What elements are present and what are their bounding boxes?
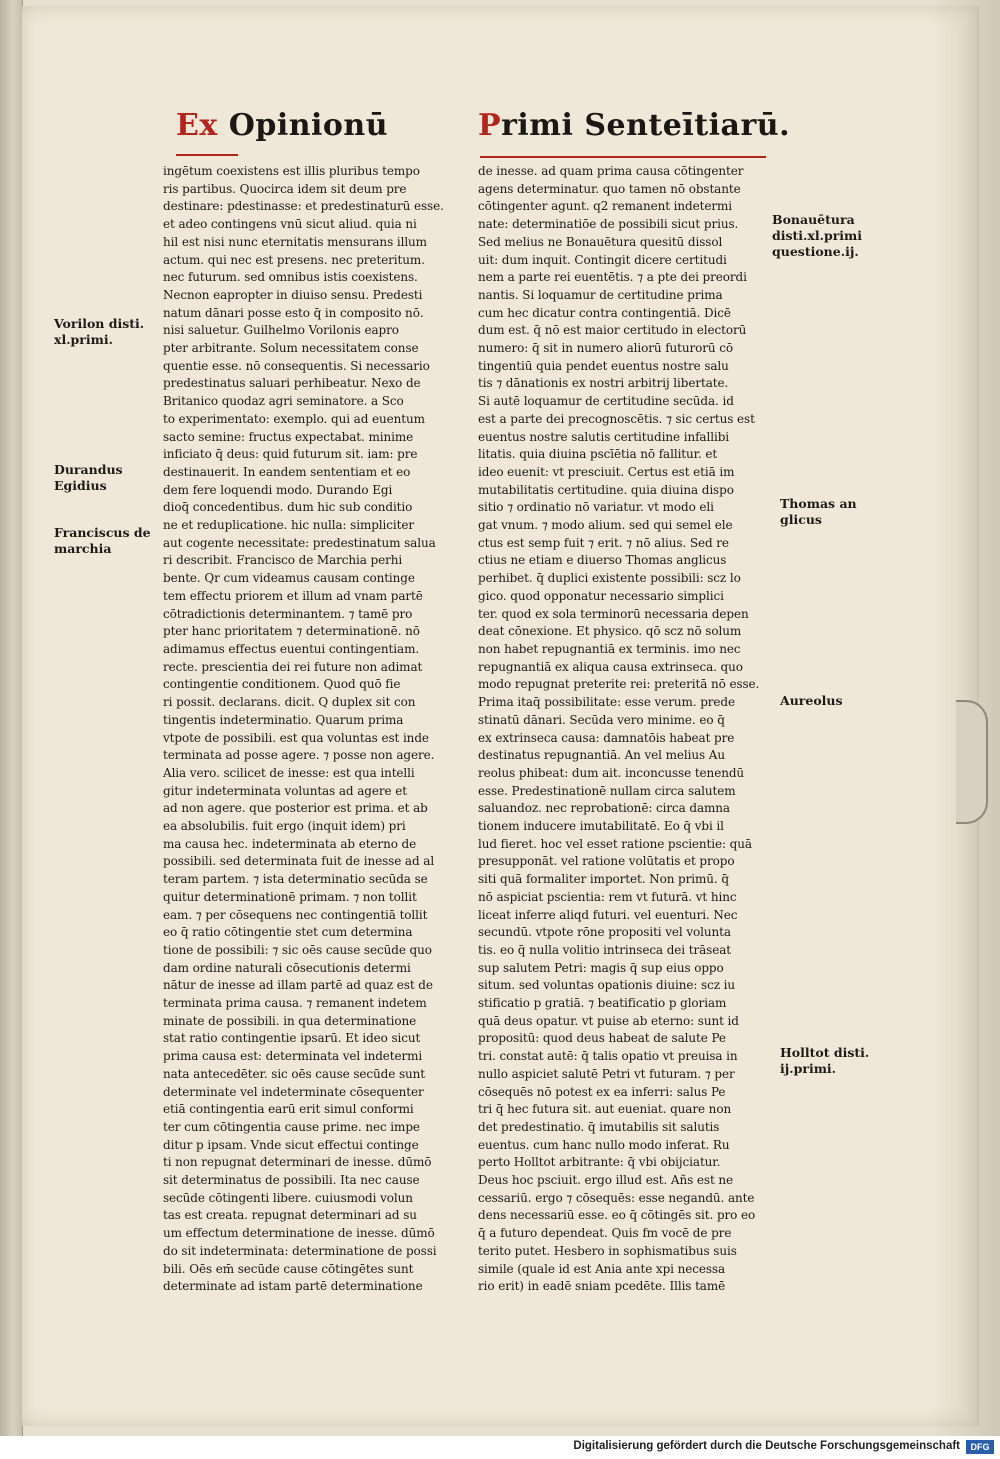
text-line: Si autē loquamur de certitudine secūda. id	[478, 394, 734, 409]
text-line: destinauerit. In eandem sententiam et eo	[163, 464, 411, 479]
text-line: prima causa est: determinata vel indetermi	[163, 1049, 423, 1064]
text-line: dam ordine naturali cōsecutionis determi	[163, 960, 411, 975]
text-line: et adeo contingens vnū sicut aliud. quia ni	[163, 217, 417, 232]
header-right-rubric-line	[480, 156, 766, 158]
text-line: hil est nisi nunc eternitatis mensurans illum	[163, 234, 427, 249]
text-line: modo repugnat preterite rei: preteritā nō esse.	[478, 677, 760, 692]
text-line: tione de possibili: ⁊ sic oēs cause secūde quo	[163, 942, 432, 957]
text-line: deat cōnexione. Et physico. qō scz nō solum	[478, 624, 742, 639]
margin-note: Bonauētura	[772, 212, 855, 227]
text-line: tas est creata. repugnat determinari ad su	[163, 1208, 417, 1223]
text-line: terminata ad posse agere. ⁊ posse non agere.	[163, 748, 435, 763]
text-line: quentie esse. nō consequentis. Si necessario	[163, 358, 430, 373]
text-line: perto Holltot arbitrante: q̄ vbi obijciatur.	[478, 1155, 721, 1170]
text-line: dens necessariū esse. eo q̄ cōtingēs sit. pro eo	[478, 1208, 756, 1223]
text-line: etiā contingentia earū erit simul conformi	[163, 1102, 414, 1117]
text-line: Necnon eapropter in diuiso sensu. Predesti	[163, 287, 423, 302]
text-line: cum hec dicatur contra contingentiā. Dicē	[478, 305, 731, 320]
margin-note: Holltot disti.	[780, 1045, 870, 1060]
text-line: gat vnum. ⁊ modo alium. sed qui semel ele	[478, 518, 733, 533]
margin-note: Aureolus	[780, 693, 843, 708]
text-line: gico. quod opponatur necessario simplici	[478, 588, 724, 603]
text-line: nem a parte rei euentētis. ⁊ a pte dei preordi	[478, 270, 747, 285]
text-line: tingentis indeterminatio. Quarum prima	[163, 712, 404, 727]
text-line: perhibet. q̄ duplici existente possibili: scz lo	[478, 571, 741, 586]
text-line: do sit indeterminata: determinatione de possi	[163, 1243, 437, 1258]
text-line: presupponāt. vel ratione volūtatis et propo	[478, 854, 735, 869]
funding-credit: Digitalisierung gefördert durch die Deutsche Forschungsgemeinschaft	[573, 1440, 960, 1452]
header-left-rubric-line	[176, 154, 238, 156]
text-line: ctus est semp fuit ⁊ erit. ⁊ nō alius. Sed re	[478, 535, 729, 550]
text-line: sacto semine: fructus expectabat. minime	[163, 429, 414, 444]
text-line: secundū. vtpote rōne propositi vel volunta	[478, 925, 731, 940]
text-line: determinate vel indeterminate cōsequenter	[163, 1084, 424, 1099]
margin-note: marchia	[54, 541, 112, 556]
text-line: litatis. quia diuina pscīētia nō fallitur. et	[478, 447, 718, 462]
text-line: pter hanc prioritatem ⁊ determinationē. nō	[163, 624, 420, 639]
text-line: pter arbitrante. Solum necessitatem conse	[163, 341, 419, 356]
text-line: nate: determinatiōe de possibili sicut prius.	[478, 217, 739, 232]
text-line: tri. constat autē: q̄ talis opatio vt preuisa in	[478, 1049, 738, 1064]
text-line: quā deus opatur. vt puise ab eterno: sunt id	[478, 1013, 739, 1028]
text-line: minate de possibili. in qua determinatione	[163, 1013, 417, 1028]
text-line: stat ratio contingentie ipsarū. Et ideo sicut	[163, 1031, 421, 1046]
text-line: uit: dum inquit. Contingit dicere certitudi	[478, 252, 727, 267]
text-line: nantis. Si loquamur de certitudine prima	[478, 287, 723, 302]
text-line: lud fieret. hoc vel esset ratione pscientie: quā	[478, 836, 752, 851]
text-line: mutabilitatis certitudine. quia diuina dispo	[478, 482, 734, 497]
text-line: gitur indeterminata voluntas ad agere et	[163, 783, 407, 798]
text-line: destinatus repugnantiā. An vel melius Au	[478, 748, 725, 763]
text-line: tionem inducere imutabilitatē. Eo q̄ vbi il	[478, 819, 724, 834]
text-line: dum est. q̄ nō est maior certitudo in electorū	[478, 323, 747, 338]
margin-note: disti.xl.primi	[772, 228, 863, 243]
text-line: terito putet. Hesbero in sophismatibus suis	[478, 1243, 737, 1258]
margin-note: Egidius	[54, 478, 107, 493]
text-line: eam. ⁊ per cōsequens nec contingentiā tollit	[163, 907, 428, 922]
text-line: reolus phibeat: dum ait. inconcusse tenendū	[478, 765, 745, 780]
text-line: dioq̄ concedentibus. dum hic sub conditio	[163, 500, 413, 515]
text-line: teram partem. ⁊ ista determinatio secūda se	[163, 872, 428, 887]
text-line: ctius ne etiam e diuerso Thomas anglicus	[478, 553, 727, 568]
text-line: sup salutem Petri: magis q̄ sup eius oppo	[478, 960, 724, 975]
text-line: euentus. cum hanc nullo modo inferat. Ru	[478, 1137, 730, 1152]
text-column-right	[478, 163, 768, 1296]
text-line: ter cum cōtingentia cause prime. nec impe	[163, 1119, 420, 1134]
text-column-left	[163, 163, 459, 1296]
text-line: ideo euenit: vt presciuit. Certus est etiā im	[478, 464, 735, 479]
text-line: terminata prima causa. ⁊ remanent indetem	[163, 996, 427, 1011]
running-header-left: Ex Opinionū	[176, 108, 389, 143]
text-line: stificatio p gratiā. ⁊ beatificatio p gloriam	[478, 996, 727, 1011]
text-line: nisi saluetur. Guilhelmo Vorilonis eapro	[163, 323, 399, 338]
text-line: nullo aspiciet salutē Petri vt futuram. ⁊ per	[478, 1066, 735, 1081]
text-line: agens determinatur. quo tamen nō obstante	[478, 181, 741, 196]
text-line: sitio ⁊ ordinatio nō variatur. vt modo eli	[478, 500, 714, 515]
text-line: actum. qui nec est presens. nec preteritum.	[163, 252, 425, 267]
text-line: cōtingenter agunt. q2 remanent indetermi	[478, 199, 732, 214]
text-line: destinare: pdestinasse: et predestinaturū esse.	[163, 199, 444, 214]
text-line: secūde cōtingenti libere. cuiusmodi volun	[163, 1190, 413, 1205]
text-line: um effectum determinatione de inesse. dūmō	[163, 1226, 435, 1241]
text-line: non habet repugnantiā ex terminis. imo nec	[478, 641, 741, 656]
text-line: ter. quod ex sola terminorū necessaria depen	[478, 606, 749, 621]
text-line: possibili. sed determinata fuit de inesse ad al	[163, 854, 435, 869]
text-line: bili. Oēs em̄ secūde cause cōtingētes sunt	[163, 1261, 414, 1276]
margin-note: glicus	[780, 512, 822, 527]
text-line: stinatū dānari. Secūda vero minime. eo q̄	[478, 712, 725, 727]
text-line: siti quā formaliter importet. Non primū. q̄	[478, 872, 729, 887]
margin-note: Franciscus de	[54, 525, 151, 540]
margin-note: xl.primi.	[54, 332, 113, 347]
text-line: esse. Predestinationē nullam circa salutem	[478, 783, 736, 798]
text-line: ingētum coexistens est illis pluribus tempo	[163, 164, 420, 178]
text-line: nō aspiciat pscientia: rem vt futurā. vt hinc	[478, 889, 737, 904]
text-line: nec futurum. sed omnibus istis coexistens.	[163, 270, 418, 285]
text-line: ditur p ipsam. Vnde sicut effectui continge	[163, 1137, 419, 1152]
margin-note: ij.primi.	[780, 1061, 837, 1076]
text-line: cōsequēs nō potest ex ea inferri: salus Pe	[478, 1084, 726, 1099]
text-line: q̄ a futuro dependeat. Quis fm vocē de pre	[478, 1226, 732, 1241]
margin-note: Vorilon disti.	[54, 316, 145, 331]
text-line: liceat inferre aliqd futuri. vel euenturi. Nec	[478, 907, 738, 922]
text-line: ris partibus. Quocirca idem sit deum pre	[163, 181, 407, 196]
text-line: ne et reduplicatione. hic nulla: simpliciter	[163, 518, 415, 533]
text-line: Deus hoc psciuit. ergo illud est. Añs est ne	[478, 1173, 734, 1188]
text-line: tingentiū quia pendet euentus nostre salu	[478, 358, 729, 373]
text-line: to experimentato: exemplo. qui ad euentum	[163, 411, 425, 426]
book-clasp	[956, 700, 988, 824]
text-line: predestinatus saluari perhibeatur. Nexo de	[163, 376, 421, 391]
text-line: tis. eo q̄ nulla volitio intrinseca dei trāseat	[478, 942, 731, 957]
text-line: aut cogente necessitate: predestinatum salua	[163, 535, 436, 550]
text-line: ma causa hec. indeterminata ab eterno de	[163, 836, 417, 851]
text-line: ti non repugnat determinari de inesse. dūmō	[163, 1155, 432, 1170]
text-line: dem fere loquendi modo. Durando Egi	[163, 482, 393, 497]
text-line: ex extrinseca causa: damnatōis habeat pre	[478, 730, 735, 745]
text-line: contingentie conditionem. Quod quō fie	[163, 677, 401, 692]
text-line: Sed melius ne Bonauētura quesitū dissol	[478, 234, 723, 249]
text-line: ri possit. declarans. dicit. Q duplex sit con	[163, 695, 416, 710]
previous-leaf-edge	[0, 0, 23, 1436]
text-line: propositū: quod deus habeat de salute Pe	[478, 1031, 726, 1046]
text-line: simile (quale id est Ania ante xpi necessa	[478, 1261, 726, 1276]
text-line: vtpote de possibili. est qua voluntas est inde	[163, 730, 429, 745]
text-line: ea absolubilis. fuit ergo (inquit idem) pri	[163, 819, 406, 834]
text-line: nātur de inesse ad illam partē ad quaz est de	[163, 978, 433, 993]
text-line: natum dānari posse esto q̄ in composito nō.	[163, 305, 424, 320]
text-line: rio erit) in eadē sniam pcedēte. Illis tamē	[478, 1279, 726, 1294]
text-line: bente. Qr cum videamus causam continge	[163, 571, 415, 586]
running-header-right: Primi Senteītiarū.	[478, 108, 791, 143]
text-line: nata antecedēter. sic oēs cause secūde sunt	[163, 1066, 426, 1081]
text-line: de inesse. ad quam prima causa cōtingenter	[478, 164, 744, 178]
text-line: inficiato q̄ deus: quid futurum sit. iam: pre	[163, 447, 418, 462]
margin-note: Thomas an	[780, 496, 857, 511]
dfg-logo: DFG	[966, 1440, 994, 1454]
text-line: euentus nostre salutis certitudine infallibi	[478, 429, 730, 444]
text-line: determinate ad istam partē determinatione	[163, 1279, 423, 1294]
text-line: ad non agere. que posterior est prima. et ab	[163, 801, 428, 816]
text-line: numero: q̄ sit in numero aliorū futurorū cō	[478, 341, 734, 356]
text-line: det predestinatio. q̄ imutabilis sit salutis	[478, 1119, 720, 1134]
text-line: Alia vero. scilicet de inesse: est qua intelli	[163, 765, 415, 780]
text-line: Prima itaq̄ possibilitate: esse verum. prede	[478, 695, 736, 710]
text-line: cōtradictionis determinantem. ⁊ tamē pro	[163, 606, 413, 621]
text-line: cessariū. ergo ⁊ cōsequēs: esse negandū. ante	[478, 1190, 755, 1205]
text-line: situm. sed voluntas opationis diuine: scz iu	[478, 978, 735, 993]
margin-note: questione.ij.	[772, 244, 859, 259]
text-line: est a parte dei precognoscētis. ⁊ sic certus est	[478, 411, 755, 426]
text-line: tem effectu priorem et illum ad vnam partē	[163, 588, 423, 603]
margin-note: Durandus	[54, 462, 123, 477]
text-line: adimamus effectus euentui contingentiam.	[163, 641, 420, 656]
text-line: saluandoz. nec reprobationē: circa damna	[478, 801, 730, 816]
text-line: Britanico quodaz agri seminatore. a Sco	[163, 394, 404, 409]
text-line: tri q̄ hec futura sit. aut eueniat. quare non	[478, 1102, 732, 1117]
text-line: recte. prescientia dei rei future non adimat	[163, 659, 423, 674]
text-line: sit determinatus de possibili. Ita nec cause	[163, 1173, 420, 1188]
text-line: quitur determinationē primam. ⁊ non tollit	[163, 889, 417, 904]
text-line: eo q̄ ratio cōtingentie stet cum determina	[163, 925, 413, 940]
text-line: ri describit. Francisco de Marchia perhi	[163, 553, 403, 568]
digitization-footer	[0, 1436, 1000, 1459]
text-line: repugnantiā ex aliqua causa extrinseca. quo	[478, 659, 743, 674]
text-line: tis ⁊ dānationis ex nostri arbitrij libertate.	[478, 376, 729, 391]
